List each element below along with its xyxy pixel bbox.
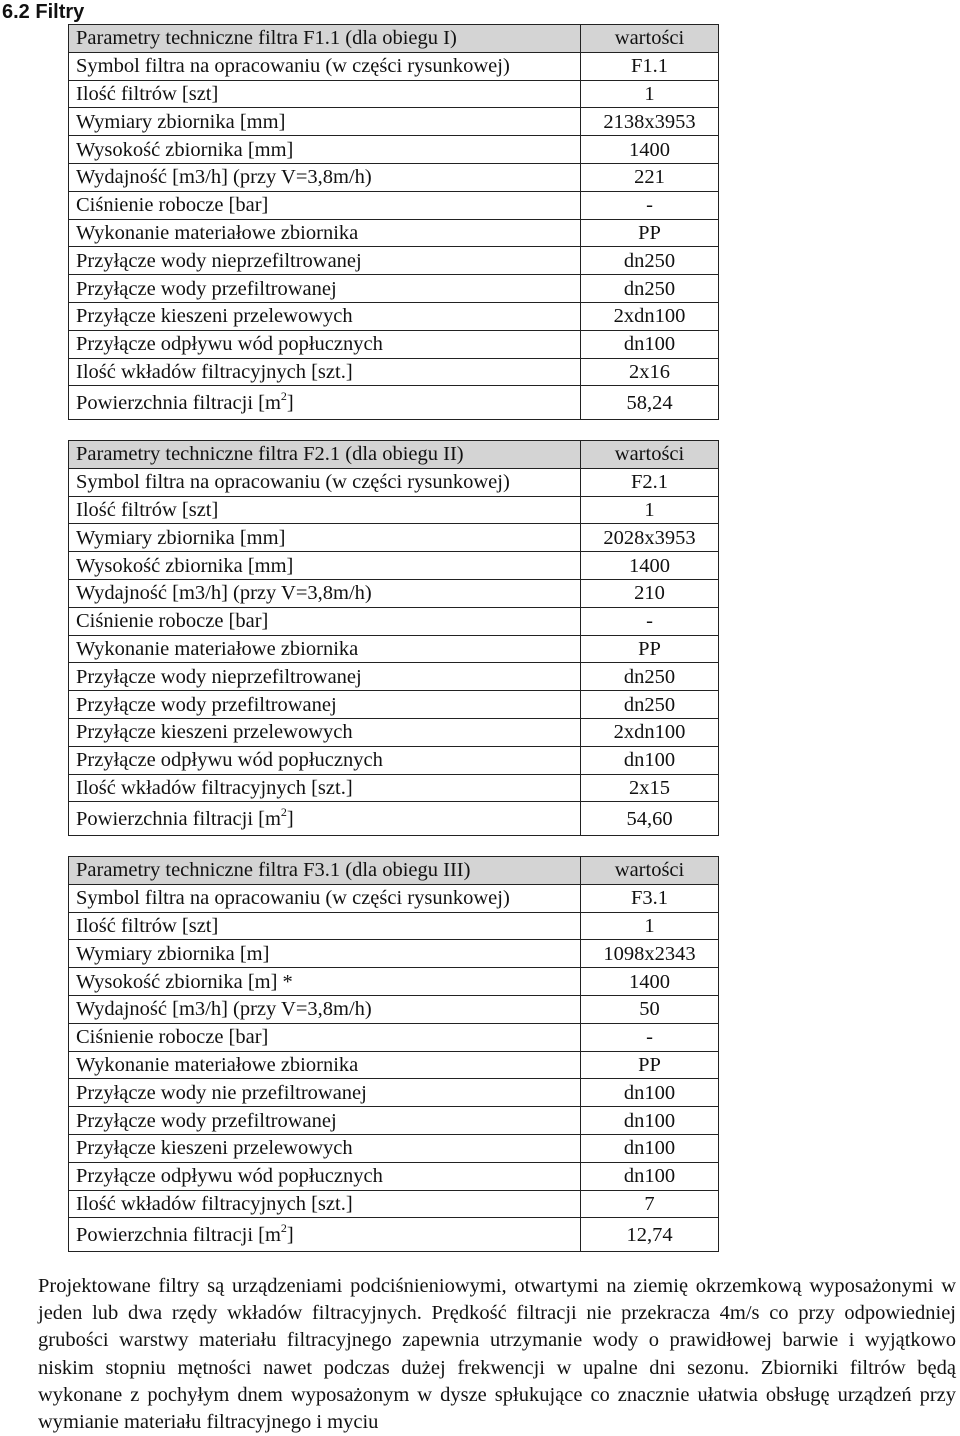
table-row bbox=[69, 275, 719, 303]
param-label: Wymiary zbiornika [m] bbox=[69, 940, 581, 968]
table-row bbox=[69, 1051, 719, 1079]
param-value: F1.1 bbox=[581, 52, 719, 80]
table-row bbox=[69, 468, 719, 496]
param-label: Wykonanie materiałowe zbiornika bbox=[69, 635, 581, 663]
param-label: Wydajność [m3/h] (przy V=3,8m/h) bbox=[69, 163, 581, 191]
table-row bbox=[69, 912, 719, 940]
param-label: Wysokość zbiornika [mm] bbox=[69, 136, 581, 164]
table-row bbox=[69, 136, 719, 164]
param-label: Ilość wkładów filtracyjnych [szt.] bbox=[69, 358, 581, 386]
filter-params-table-f3 bbox=[68, 856, 719, 1252]
param-label: Ilość wkładów filtracyjnych [szt.] bbox=[69, 774, 581, 802]
param-value: F3.1 bbox=[581, 884, 719, 912]
param-value: dn100 bbox=[581, 1079, 719, 1107]
description-paragraph: Projektowane filtry są urządzeniami podciśnieniowymi, otwartymi na ziemię okrzemkową wyposażonymi w jeden lub dwa rzędy wkładów filtracyjnych. Prędkość filtracji nie przekracza 4m/s co przy odpowiedniej grubości warstwy materiału filtracyjnego zapewnia utrzymanie wody o prawidłowej barwie i wyjątkowo niskim stopniu mętności nawet podczas dużej frekwencji w upalne dni sezonu. Zbiorniki filtrów będą wykonane z pochyłym dnem wyposażonym w dysze spłukujące co znacznie ułatwia obsługę urządzeń przy wymianie materiału filtracyjnego i myciu bbox=[38, 1275, 956, 1434]
table-row bbox=[69, 691, 719, 719]
label-text-end: ] bbox=[286, 807, 294, 830]
param-value: PP bbox=[581, 1051, 719, 1079]
param-value: dn250 bbox=[581, 247, 719, 275]
header-value: wartości bbox=[581, 25, 719, 53]
param-value: 7 bbox=[581, 1190, 719, 1218]
table-header-row bbox=[69, 25, 719, 53]
param-label: Wydajność [m3/h] (przy V=3,8m/h) bbox=[69, 579, 581, 607]
param-value: 210 bbox=[581, 579, 719, 607]
param-label: Wysokość zbiornika [mm] bbox=[69, 552, 581, 580]
param-label: Ilość filtrów [szt] bbox=[69, 80, 581, 108]
param-label: Przyłącze wody nieprzefiltrowanej bbox=[69, 247, 581, 275]
param-value: - bbox=[581, 191, 719, 219]
param-value: dn100 bbox=[581, 1107, 719, 1135]
table-row bbox=[69, 386, 719, 420]
param-label: Symbol filtra na opracowaniu (w części rysunkowej) bbox=[69, 52, 581, 80]
param-label: Symbol filtra na opracowaniu (w części rysunkowej) bbox=[69, 468, 581, 496]
param-label bbox=[69, 802, 581, 836]
param-value: 2138x3953 bbox=[581, 108, 719, 136]
table-row bbox=[69, 247, 719, 275]
table-row bbox=[69, 718, 719, 746]
table-row bbox=[69, 358, 719, 386]
param-label: Przyłącze wody przefiltrowanej bbox=[69, 691, 581, 719]
param-value: 1400 bbox=[581, 552, 719, 580]
table-row bbox=[69, 191, 719, 219]
table-row bbox=[69, 995, 719, 1023]
table-row bbox=[69, 579, 719, 607]
param-value: dn100 bbox=[581, 746, 719, 774]
table-row bbox=[69, 884, 719, 912]
param-value: 54,60 bbox=[581, 802, 719, 836]
param-value: 1098x2343 bbox=[581, 940, 719, 968]
param-label: Wykonanie materiałowe zbiornika bbox=[69, 1051, 581, 1079]
param-label: Przyłącze kieszeni przelewowych bbox=[69, 1134, 581, 1162]
table-row bbox=[69, 219, 719, 247]
label-text-end: ] bbox=[286, 1223, 294, 1246]
table-row bbox=[69, 552, 719, 580]
param-label: Ciśnienie robocze [bar] bbox=[69, 607, 581, 635]
param-value: PP bbox=[581, 635, 719, 663]
param-label: Wysokość zbiornika [m] * bbox=[69, 968, 581, 996]
table-header-row bbox=[69, 441, 719, 469]
table-row bbox=[69, 1134, 719, 1162]
header-value: wartości bbox=[581, 441, 719, 469]
table-row bbox=[69, 330, 719, 358]
param-value: 1 bbox=[581, 496, 719, 524]
header-label: Parametry techniczne filtra F2.1 (dla obiegu II) bbox=[69, 441, 581, 469]
param-label: Wymiary zbiornika [mm] bbox=[69, 524, 581, 552]
param-value: 2xdn100 bbox=[581, 302, 719, 330]
param-value: 2xdn100 bbox=[581, 718, 719, 746]
table-row bbox=[69, 1162, 719, 1190]
table-row bbox=[69, 163, 719, 191]
table-row bbox=[69, 302, 719, 330]
param-label: Ciśnienie robocze [bar] bbox=[69, 1023, 581, 1051]
param-value: F2.1 bbox=[581, 468, 719, 496]
param-value: 2x16 bbox=[581, 358, 719, 386]
table-row bbox=[69, 80, 719, 108]
table-row bbox=[69, 746, 719, 774]
label-text: Powierzchnia filtracji [m bbox=[76, 391, 281, 414]
param-label: Ilość filtrów [szt] bbox=[69, 912, 581, 940]
table-row bbox=[69, 968, 719, 996]
unit-exponent: 2 bbox=[280, 804, 287, 819]
table-row bbox=[69, 635, 719, 663]
param-value: 221 bbox=[581, 163, 719, 191]
label-text: Powierzchnia filtracji [m bbox=[76, 807, 281, 830]
param-value: 1 bbox=[581, 80, 719, 108]
unit-exponent: 2 bbox=[280, 388, 287, 403]
param-label: Przyłącze kieszeni przelewowych bbox=[69, 718, 581, 746]
param-value: 2028x3953 bbox=[581, 524, 719, 552]
param-label: Przyłącze wody nie przefiltrowanej bbox=[69, 1079, 581, 1107]
table-row bbox=[69, 524, 719, 552]
table-row bbox=[69, 774, 719, 802]
param-label: Symbol filtra na opracowaniu (w części rysunkowej) bbox=[69, 884, 581, 912]
param-value: 1 bbox=[581, 912, 719, 940]
param-label bbox=[69, 386, 581, 420]
param-value: dn250 bbox=[581, 275, 719, 303]
table-header-row bbox=[69, 857, 719, 885]
table-row bbox=[69, 802, 719, 836]
param-value: 58,24 bbox=[581, 386, 719, 420]
param-value: 1400 bbox=[581, 136, 719, 164]
param-label: Przyłącze odpływu wód popłucznych bbox=[69, 330, 581, 358]
table-row bbox=[69, 1023, 719, 1051]
param-value: 1400 bbox=[581, 968, 719, 996]
filter-params-table-f2 bbox=[68, 440, 719, 836]
param-value: dn250 bbox=[581, 663, 719, 691]
table-row bbox=[69, 607, 719, 635]
table-row bbox=[69, 663, 719, 691]
param-value: PP bbox=[581, 219, 719, 247]
param-label bbox=[69, 1218, 581, 1252]
table-row bbox=[69, 1079, 719, 1107]
section-heading: 6.2 Filtry bbox=[2, 1, 85, 23]
table-row bbox=[69, 108, 719, 136]
table-row bbox=[69, 1107, 719, 1135]
param-value: 12,74 bbox=[581, 1218, 719, 1252]
param-label: Wymiary zbiornika [mm] bbox=[69, 108, 581, 136]
table-row bbox=[69, 52, 719, 80]
table-row bbox=[69, 940, 719, 968]
param-label: Przyłącze wody nieprzefiltrowanej bbox=[69, 663, 581, 691]
param-value: dn100 bbox=[581, 1134, 719, 1162]
param-value: dn100 bbox=[581, 330, 719, 358]
param-value: 50 bbox=[581, 995, 719, 1023]
label-text-end: ] bbox=[286, 391, 294, 414]
param-value: dn250 bbox=[581, 691, 719, 719]
table-row bbox=[69, 496, 719, 524]
label-text: Powierzchnia filtracji [m bbox=[76, 1223, 281, 1246]
param-label: Przyłącze odpływu wód popłucznych bbox=[69, 746, 581, 774]
param-label: Wydajność [m3/h] (przy V=3,8m/h) bbox=[69, 995, 581, 1023]
param-value: - bbox=[581, 607, 719, 635]
param-value: - bbox=[581, 1023, 719, 1051]
param-value: dn100 bbox=[581, 1162, 719, 1190]
unit-exponent: 2 bbox=[280, 1220, 287, 1235]
header-label: Parametry techniczne filtra F3.1 (dla obiegu III) bbox=[69, 857, 581, 885]
param-label: Wykonanie materiałowe zbiornika bbox=[69, 219, 581, 247]
filter-params-table-f1 bbox=[68, 24, 719, 420]
param-label: Ciśnienie robocze [bar] bbox=[69, 191, 581, 219]
param-label: Przyłącze odpływu wód popłucznych bbox=[69, 1162, 581, 1190]
table-row bbox=[69, 1218, 719, 1252]
table-row bbox=[69, 1190, 719, 1218]
param-label: Przyłącze kieszeni przelewowych bbox=[69, 302, 581, 330]
param-label: Ilość wkładów filtracyjnych [szt.] bbox=[69, 1190, 581, 1218]
param-value: 2x15 bbox=[581, 774, 719, 802]
param-label: Ilość filtrów [szt] bbox=[69, 496, 581, 524]
header-value: wartości bbox=[581, 857, 719, 885]
param-label: Przyłącze wody przefiltrowanej bbox=[69, 1107, 581, 1135]
param-label: Przyłącze wody przefiltrowanej bbox=[69, 275, 581, 303]
header-label: Parametry techniczne filtra F1.1 (dla obiegu I) bbox=[69, 25, 581, 53]
